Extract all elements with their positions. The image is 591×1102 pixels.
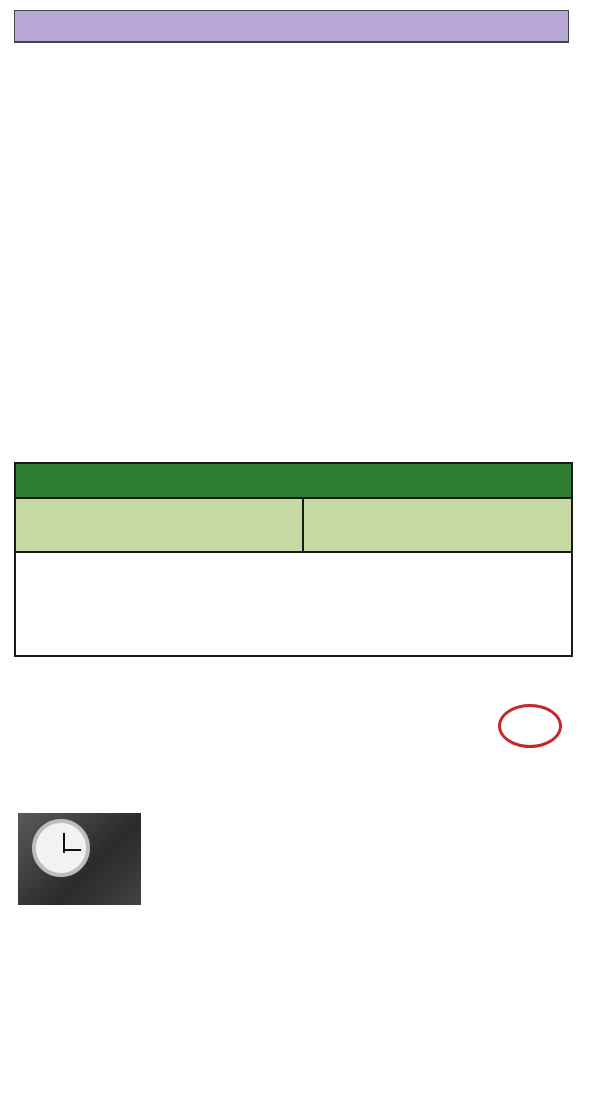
meal-note (0, 726, 470, 748)
fall-back-clock-image (18, 813, 141, 905)
meal-potluck (0, 704, 470, 726)
meal-menu (0, 678, 470, 770)
financial-header (16, 499, 304, 551)
attendance-label (306, 499, 571, 501)
vital-statistics-title (16, 464, 571, 499)
rsvp-logo (474, 680, 566, 754)
activities-title (15, 11, 568, 42)
vital-statistics-table (14, 462, 573, 657)
activities-table (14, 10, 569, 43)
meal-deadline (0, 748, 470, 770)
attendance-header (306, 499, 571, 551)
clock-icon (32, 819, 90, 877)
meal-title (0, 678, 470, 704)
